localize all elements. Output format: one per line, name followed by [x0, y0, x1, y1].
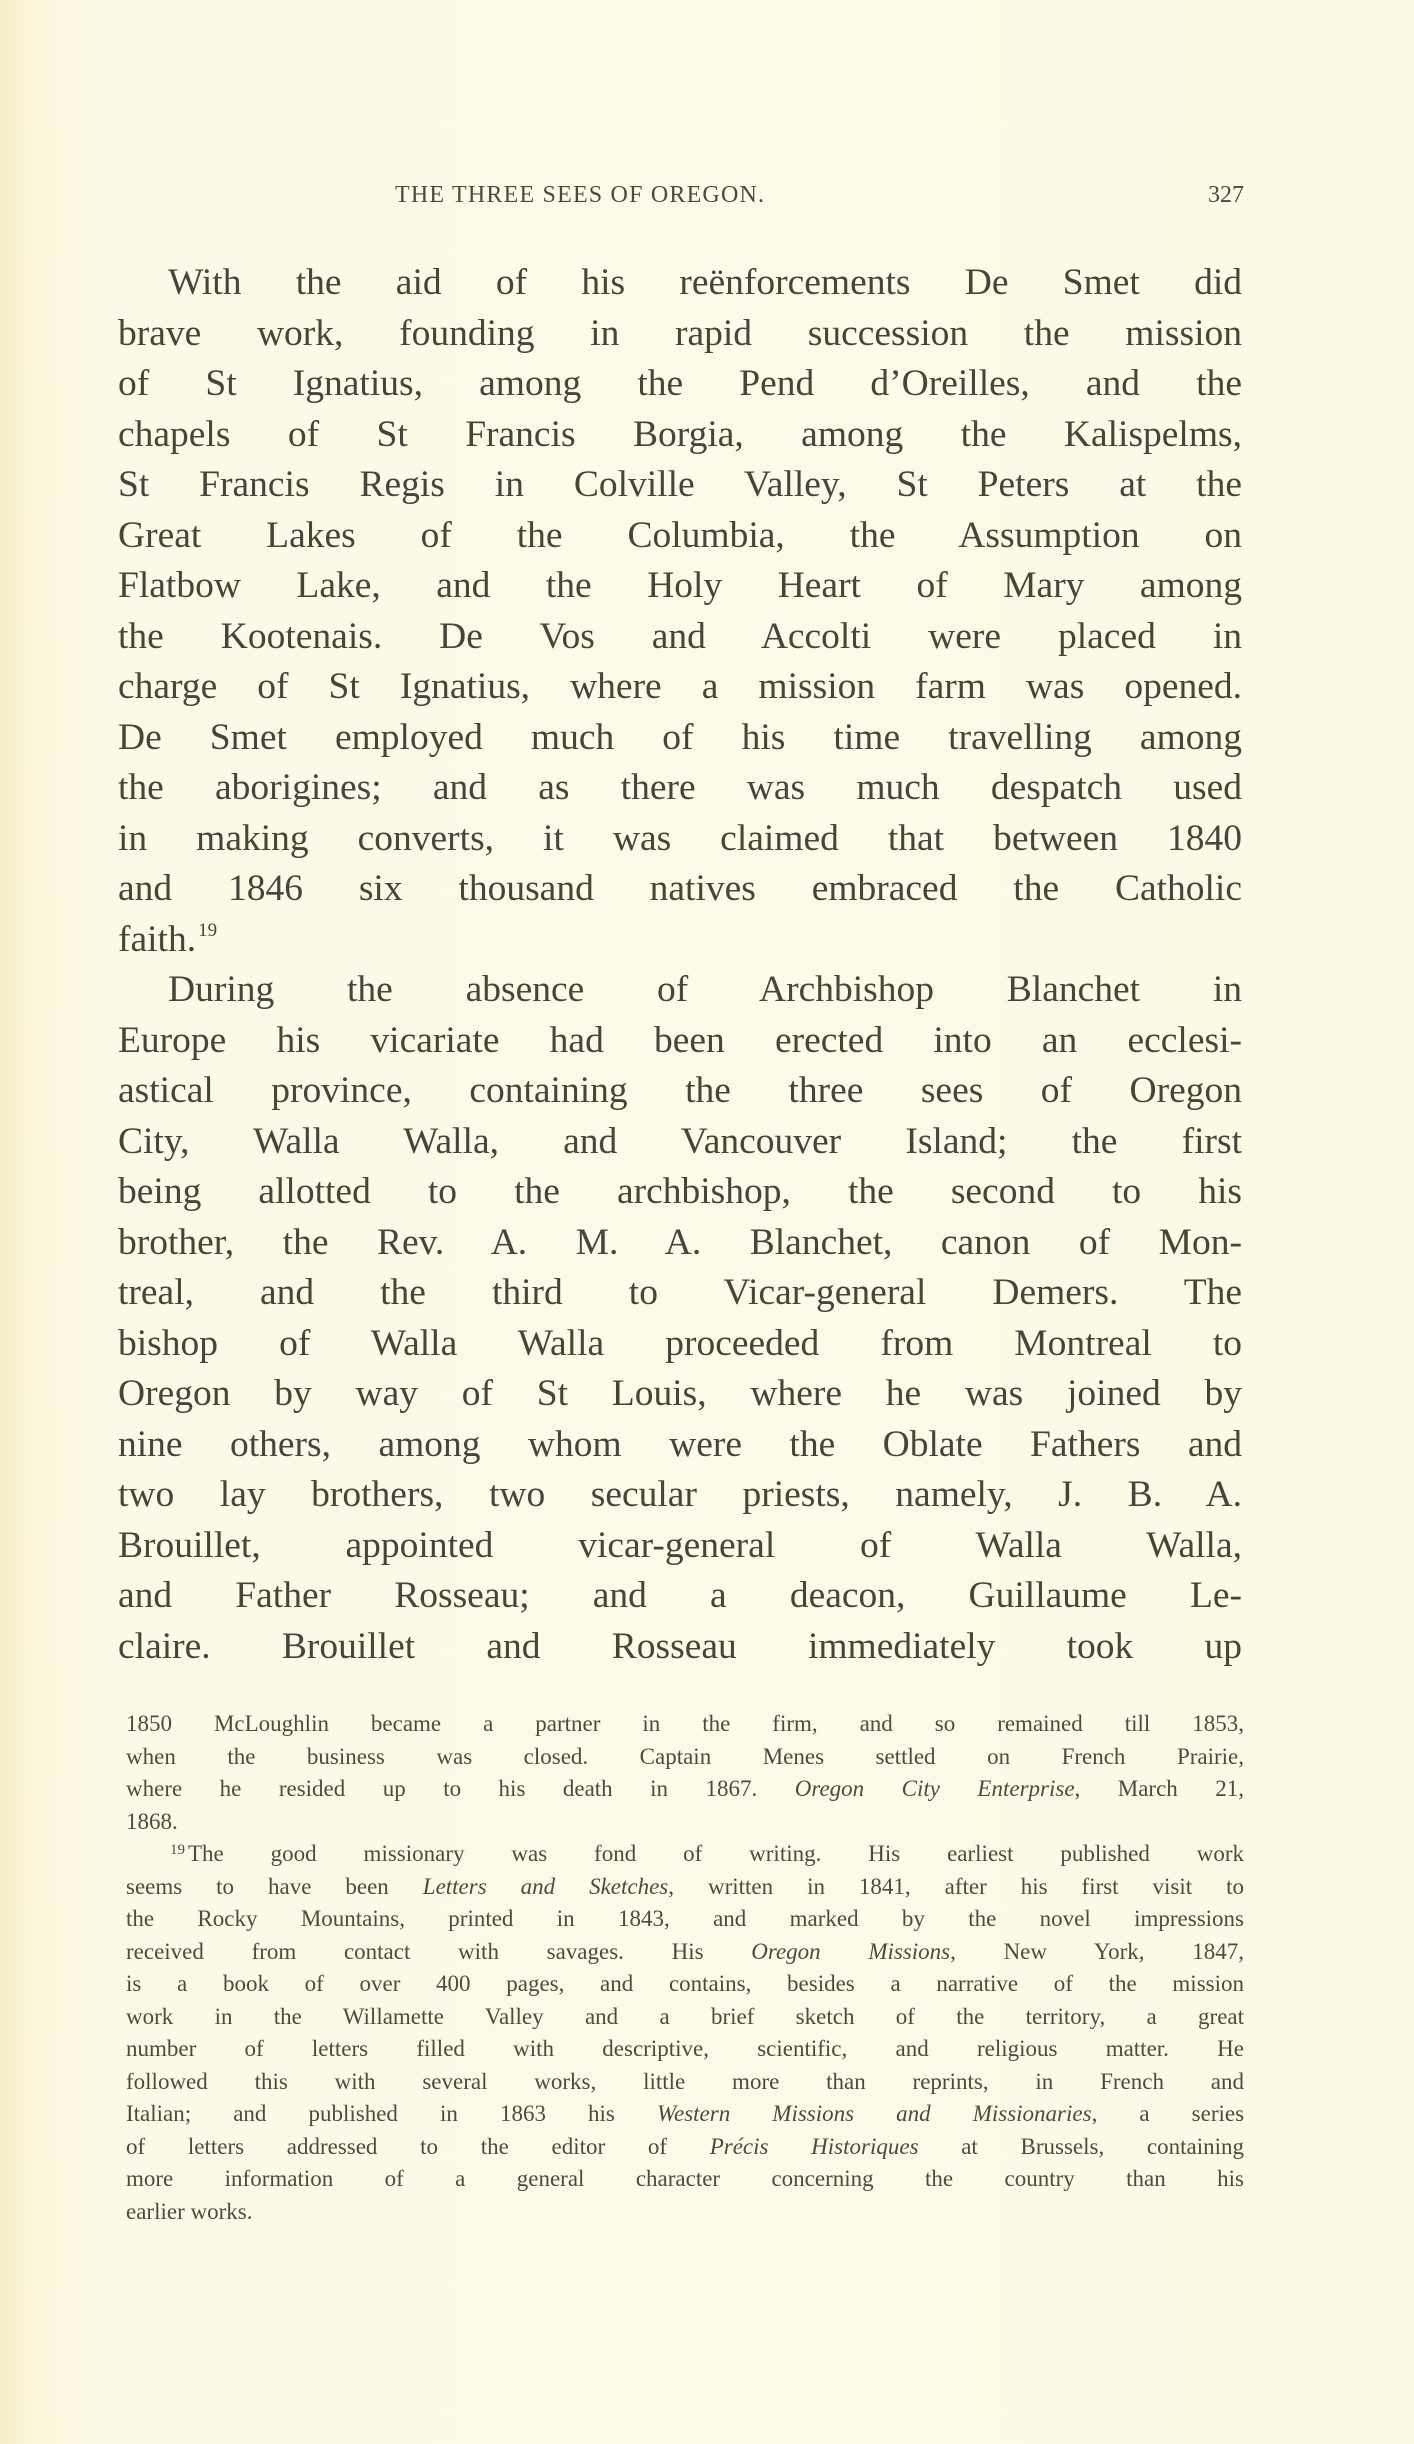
- footnote-line: [126, 2131, 1244, 2164]
- text-line: City, Walla Walla, and Vancouver Island; the first: [118, 1120, 1242, 1162]
- running-title: THE THREE SEES OF OREGON.: [395, 182, 766, 208]
- text-line: in making converts, it was claimed that between 1840: [118, 817, 1242, 859]
- text-line: astical province, containing the three sees of Oregon: [118, 1070, 1242, 1111]
- footnote-text: where he resided up to his death in 1867.: [126, 1776, 758, 1801]
- text-line: bishop of Walla Walla proceeded from Montreal to: [118, 1322, 1242, 1364]
- publication-title: Letters and Sketches: [422, 1873, 669, 1899]
- footnote-text: at Brussels, containing: [961, 2133, 1244, 2159]
- paragraph-2: [118, 965, 1242, 1672]
- text-line: charge of St Ignatius, where a mission farm was opened.: [118, 666, 1242, 707]
- text-line: claire. Brouillet and Rosseau immediately took up: [118, 1625, 1242, 1667]
- text-line: brave work, founding in rapid succession the mission: [118, 312, 1242, 354]
- footnote-line: [126, 1838, 1244, 1871]
- text-line: the aborigines; and as there was much despatch used: [118, 767, 1242, 808]
- footnote-text: of letters addressed to the editor of: [126, 2133, 668, 2159]
- text-line: chapels of St Francis Borgia, among the Kalispelms,: [118, 413, 1242, 455]
- text-line: De Smet employed much of his time travelling among: [118, 716, 1242, 758]
- text-line-content: faith.: [118, 918, 197, 960]
- text-line: of St Ignatius, among the Pend d’Oreilles, and the: [118, 363, 1242, 404]
- footnote-line: [126, 1773, 1244, 1806]
- footnote-line: 1868.: [126, 1808, 178, 1834]
- footnote-text: The good missionary was fond of writing. His earliest published work: [188, 1841, 1244, 1866]
- footnote-line: [126, 1936, 1244, 1969]
- publication-title: Western Missions and Missionaries: [656, 2101, 1092, 2126]
- footnote-19: [126, 1838, 1244, 2228]
- text-line: two lay brothers, two secular priests, namely, J. B. A.: [118, 1474, 1242, 1515]
- footnote-text: , a series: [1091, 2101, 1245, 2126]
- footnote-line: the Rocky Mountains, printed in 1843, and marked by the novel impressions: [126, 1906, 1244, 1931]
- text-line: Great Lakes of the Columbia, the Assumption on: [118, 514, 1242, 556]
- footnote-number: 19: [170, 1842, 185, 1858]
- footnote-text: , written in 1841, after his first visit to: [668, 1873, 1244, 1899]
- paragraph-1: [118, 258, 1242, 965]
- footnote-continued: [126, 1708, 1244, 1838]
- text-line: With the aid of his reënforcements De Smet did: [168, 262, 1242, 303]
- footnote-line: when the business was closed. Captain Menes settled on French Prairie,: [126, 1743, 1244, 1769]
- footnote-line: [126, 2098, 1244, 2131]
- text-line: treal, and the third to Vicar-general Demers. The: [118, 1272, 1242, 1313]
- text-line: and Father Rosseau; and a deacon, Guillaume Le-: [118, 1575, 1242, 1616]
- footnote-line: work in the Willamette Valley and a brief sketch of the territory, a great: [126, 2003, 1244, 2029]
- text-line: and 1846 six thousand natives embraced the Catholic: [118, 868, 1242, 909]
- text-line: St Francis Regis in Colville Valley, St Peters at the: [118, 464, 1242, 505]
- text-line: Flatbow Lake, and the Holy Heart of Mary among: [118, 565, 1242, 606]
- text-line: being allotted to the archbishop, the second to his: [118, 1171, 1242, 1212]
- text-line: brother, the Rev. A. M. A. Blanchet, canon of Mon-: [118, 1221, 1242, 1263]
- text-line: Europe his vicariate had been erected into an ecclesi-: [118, 1019, 1242, 1061]
- running-head: [118, 178, 1244, 212]
- footnote-text: , New York, 1847,: [950, 1938, 1244, 1964]
- footnote-text: Italian; and published in 1863 his: [126, 2101, 615, 2126]
- footnotes: [126, 1708, 1244, 2228]
- text-line: During the absence of Archbishop Blanchet in: [168, 969, 1242, 1010]
- footnote-line: 1850 McLoughlin became a partner in the firm, and so remained till 1853,: [126, 1711, 1244, 1736]
- text-line: the Kootenais. De Vos and Accolti were placed in: [118, 615, 1242, 657]
- publication-title: Oregon Missions: [751, 1938, 951, 1964]
- footnote-line: more information of a general character concerning the country than his: [126, 2166, 1244, 2191]
- footnote-text: received from contact with savages. His: [126, 1938, 704, 1964]
- text-line: Brouillet, appointed vicar-general of Walla Walla,: [118, 1524, 1242, 1566]
- footnote-line: number of letters filled with descriptive, scientific, and religious matter. He: [126, 2036, 1244, 2061]
- text-line: Oregon by way of St Louis, where he was joined by: [118, 1373, 1242, 1414]
- body-text: [118, 258, 1242, 1672]
- footnote-line: earlier works.: [126, 2198, 253, 2224]
- footnote-line: [126, 1871, 1244, 1904]
- footnote-reference[interactable]: 19: [198, 919, 218, 941]
- footnote-text: seems to have been: [126, 1873, 389, 1899]
- publication-title: Oregon City Enterprise: [794, 1776, 1075, 1801]
- footnote-line: followed this with several works, little more than reprints, in French and: [126, 2068, 1244, 2094]
- footnote-line: is a book of over 400 pages, and contains, besides a narrative of the mission: [126, 1971, 1244, 1996]
- footnote-text: , March 21,: [1074, 1776, 1245, 1801]
- page-number: 327: [1208, 182, 1244, 208]
- publication-title: Précis Historiques: [709, 2133, 919, 2159]
- text-line: [118, 915, 1242, 966]
- text-line: nine others, among whom were the Oblate Fathers and: [118, 1423, 1242, 1465]
